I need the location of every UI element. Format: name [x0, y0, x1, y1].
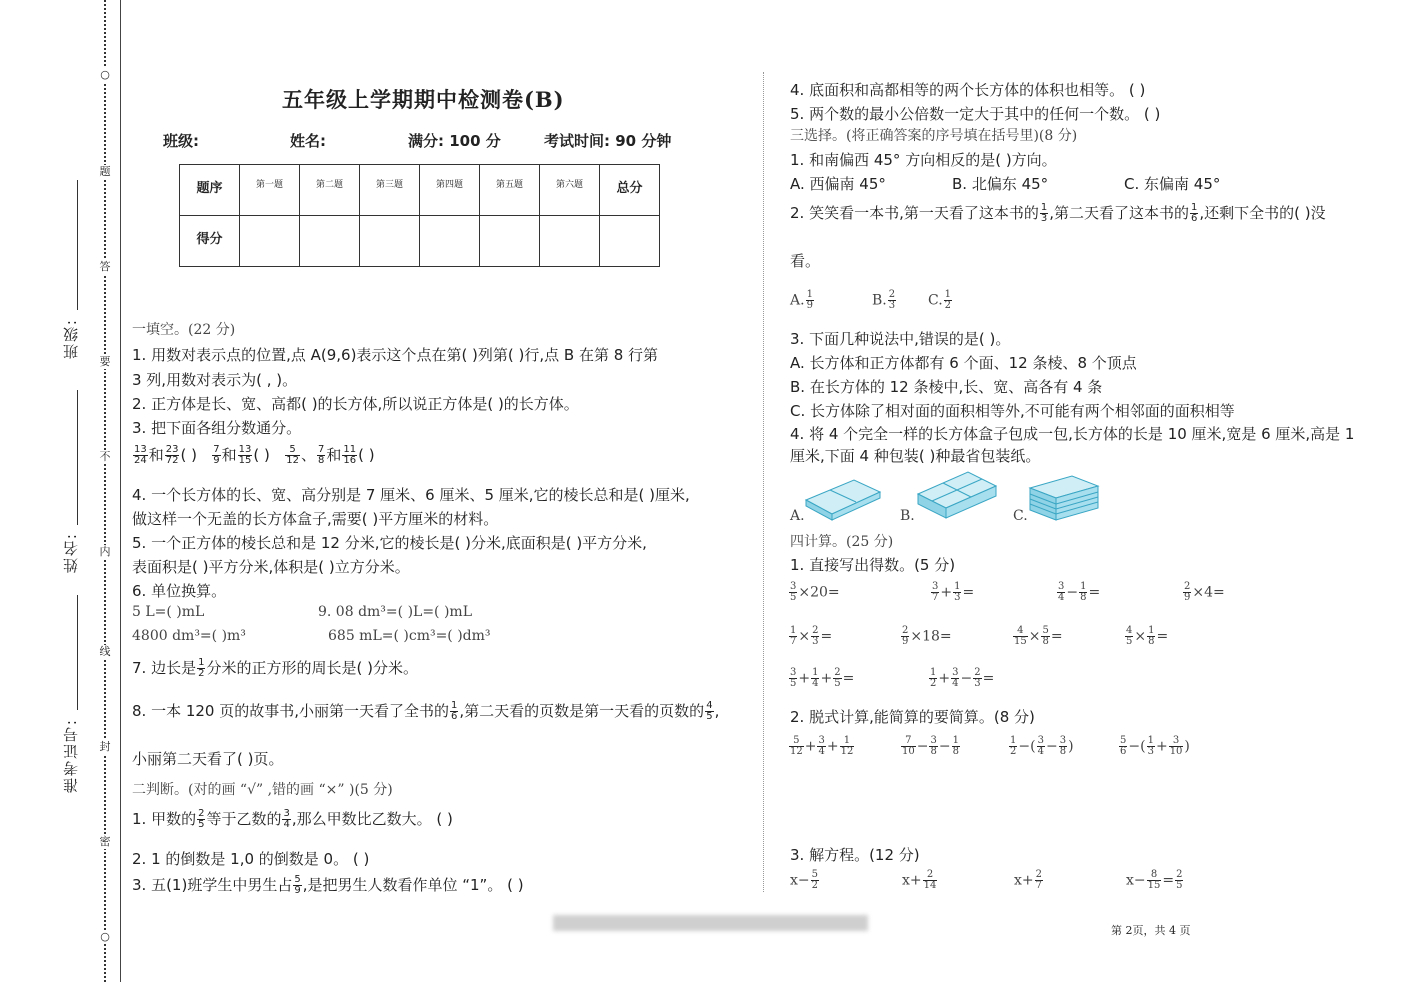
- calc-item: $\frac{3}{4}$ − $\frac{1}{8}$ =: [1058, 581, 1101, 603]
- calc-item: $\frac{3}{5}$ + $\frac{1}{4}$ + $\frac{2}{5}$ =: [790, 667, 855, 689]
- choice-q1-option: B. 北偏东 45°: [952, 175, 1049, 193]
- class-blank: [77, 180, 78, 310]
- judge-q1: 1. 甲数的 $\frac{2}{5}$ 等于乙数的 $\frac{3}{4}$ ,那么甲数比乙数大。 ( ): [132, 808, 453, 830]
- fraction: $\frac{7}{8}$: [317, 444, 325, 466]
- choice-q4-option: C.: [1013, 508, 1028, 524]
- name-blank: [77, 390, 78, 525]
- choice-q2-option: B. $\frac{2}{3}$: [872, 289, 896, 311]
- fraction: $\frac{1}{6}$: [1191, 202, 1198, 224]
- q4-text: 4. 一个长方体的长、宽、高分别是 7 厘米、6 厘米、5 厘米,它的棱长总和是( )厘米,: [132, 486, 690, 504]
- equation-item: x− $\frac{5}{2}$: [790, 869, 819, 891]
- exam-id-blank: [77, 595, 78, 710]
- score-row-label: 得分: [180, 216, 240, 267]
- choice-q2-option: A. $\frac{1}{9}$: [790, 289, 813, 311]
- q6-text: 6. 单位换算。: [132, 582, 227, 600]
- fraction: $\frac{5}{9}$: [294, 874, 301, 896]
- score-header-cell: 总分: [600, 165, 660, 216]
- seal-char: 封: [99, 740, 111, 753]
- score-cell: [300, 216, 360, 267]
- calc-part2: 2. 脱式计算,能简算的要简算。(8 分): [790, 708, 1035, 726]
- score-cell: [480, 216, 540, 267]
- seal-char: 内: [99, 545, 111, 558]
- package-c-image: [1028, 474, 1100, 522]
- score-cell: [420, 216, 480, 267]
- calc-item: $\frac{1}{2}$ + $\frac{3}{4}$ − $\frac{2}{3}$ =: [930, 667, 995, 689]
- choice-q1: 1. 和南偏西 45° 方向相反的是( )方向。: [790, 151, 1057, 169]
- q3-text: 3. 把下面各组分数通分。: [132, 419, 302, 437]
- calc-item: $\frac{3}{5}$ ×20=: [790, 581, 840, 603]
- score-table: [179, 164, 660, 267]
- seal-char: 密: [99, 835, 111, 848]
- q3-fractions: $\frac{13}{24}$ 和 $\frac{23}{72}$ ( ) $\frac{7}{9}$ 和 $\frac{13}{15}$ ( ) $\frac{5}{12}$ 、 $\frac{7}{8}$ 和 $\frac{11}{16}$ ( ): [134, 444, 375, 466]
- score-header-cell: 第三题: [360, 165, 420, 216]
- judge-q5: 5. 两个数的最小公倍数一定大于其中的任何一个数。 ( ): [790, 105, 1161, 123]
- fraction: $\frac{1}{2}$: [198, 657, 205, 679]
- fraction: $\frac{13}{24}$: [134, 444, 147, 466]
- seal-char: 线: [99, 645, 111, 658]
- calc-item: $\frac{2}{9}$ ×4=: [1184, 581, 1225, 603]
- score-cell: [600, 216, 660, 267]
- q6-item: 4800 dm³=( )m³: [132, 628, 246, 644]
- class-field: 班级:: [163, 132, 199, 150]
- section4-heading: 四计算。(25 分): [790, 534, 894, 550]
- fraction: $\frac{1}{3}$: [1040, 202, 1048, 224]
- fraction: $\frac{5}{12}$: [286, 444, 299, 466]
- q6-item: 9. 08 dm³=( )L=( )mL: [318, 604, 472, 620]
- page-footer: 第 2页，共 4 页: [1111, 924, 1191, 937]
- equation-item: x− $\frac{8}{15}$ = $\frac{2}{5}$: [1126, 869, 1183, 891]
- q6-item: 685 mL=( )cm³=( )dm³: [328, 628, 491, 644]
- calc-item: $\frac{4}{15}$ × $\frac{5}{8}$ =: [1014, 625, 1063, 647]
- seal-char: 要: [99, 355, 111, 368]
- score-header-cell: 第二题: [300, 165, 360, 216]
- equation-item: x+ $\frac{2}{14}$: [902, 869, 937, 891]
- q2-text: 2. 正方体是长、宽、高都( )的长方体,所以说正方体是( )的长方体。: [132, 395, 579, 413]
- exam-id-label: 准考证号:: [62, 718, 80, 794]
- score-cell: [240, 216, 300, 267]
- calc-item: $\frac{1}{7}$ × $\frac{2}{3}$ =: [790, 625, 833, 647]
- choice-q4-option: A.: [790, 508, 805, 524]
- fraction: $\frac{3}{4}$: [283, 808, 290, 830]
- seal-char: 不: [99, 450, 111, 463]
- choice-q3-option: C. 长方体除了相对面的面积相等外,不可能有两个相邻面的面积相等: [790, 402, 1235, 420]
- calc-item: $\frac{3}{7}$ + $\frac{1}{3}$ =: [932, 581, 975, 603]
- score-header-cell: 第一题: [240, 165, 300, 216]
- fraction: $\frac{4}{5}$: [706, 700, 713, 722]
- calc-item: $\frac{4}{5}$ × $\frac{1}{8}$ =: [1126, 625, 1169, 647]
- choice-q2-option: C. $\frac{1}{2}$: [928, 289, 952, 311]
- q5-text: 5. 一个正方体的棱长总和是 12 分米,它的棱长是( )分米,底面积是( )平方分米,: [132, 534, 647, 552]
- q5-text-cont: 表面积是( )平方分米,体积是( )立方分米。: [132, 558, 410, 576]
- choice-q1-option: C. 东偏南 45°: [1124, 175, 1221, 193]
- choice-q3-option: A. 长方体和正方体都有 6 个面、12 条棱、8 个顶点: [790, 354, 1137, 372]
- package-b-image: [916, 466, 998, 522]
- column-divider: [763, 72, 764, 892]
- choice-q2-cont: 看。: [790, 252, 821, 270]
- section3-heading: 三选择。(将正确答案的序号填在括号里)(8 分): [790, 128, 1078, 144]
- judge-q4: 4. 底面积和高都相等的两个长方体的体积也相等。 ( ): [790, 81, 1146, 99]
- choice-q2: 2. 笑笑看一本书,第一天看了这本书的 $\frac{1}{3}$ ,第二天看了这本书的 $\frac{1}{6}$ ,还剩下全书的( )没: [790, 202, 1326, 224]
- q8-text: 8. 一本 120 页的故事书,小丽第一天看了全书的 $\frac{1}{6}$ ,第二天看的页数是第一天看的页数的 $\frac{4}{5}$ ,: [132, 700, 720, 722]
- seal-char: 题: [99, 165, 111, 178]
- binding-edge: [120, 0, 121, 982]
- q8-text-cont: 小丽第二天看了( )页。: [132, 750, 284, 768]
- score-header-cell: 第五题: [480, 165, 540, 216]
- seal-char: 答: [99, 260, 111, 273]
- seal-char: ○: [98, 68, 112, 82]
- score-header-cell: 第四题: [420, 165, 480, 216]
- package-a-image: [804, 470, 882, 522]
- choice-q4: 4. 将 4 个完全一样的长方体盒子包成一包,长方体的长是 10 厘米,宽是 6 厘米,高是 1: [790, 425, 1355, 443]
- fraction: $\frac{11}{16}$: [343, 444, 357, 466]
- judge-q3: 3. 五(1)班学生中男生占 $\frac{5}{9}$ ,是把男生人数看作单位 “1”。 ( ): [132, 874, 524, 896]
- choice-q4-cont: 厘米,下面 4 种包装( )种最省包装纸。: [790, 447, 1041, 465]
- q4-text-cont: 做这样一个无盖的长方体盒子,需要( )平方厘米的材料。: [132, 510, 499, 528]
- name-field: 姓名:: [290, 132, 326, 150]
- full-score: 满分: 100 分: [408, 132, 501, 150]
- fraction: $\frac{1}{6}$: [451, 700, 458, 722]
- score-header-cell: 题序: [180, 165, 240, 216]
- calc-item: $\frac{5}{6}$ −( $\frac{1}{3}$ + $\frac{3}{10}$ ): [1120, 735, 1190, 757]
- section2-heading: 二判断。(对的画 “√” ,错的画 “×” )(5 分): [132, 782, 393, 798]
- section1-heading: 一填空。(22 分): [132, 322, 236, 338]
- fraction: $\frac{13}{15}$: [238, 444, 252, 466]
- choice-q3-option: B. 在长方体的 12 条棱中,长、宽、高各有 4 条: [790, 378, 1103, 396]
- exam-time: 考试时间: 90 分钟: [544, 132, 672, 150]
- choice-q1-option: A. 西偏南 45°: [790, 175, 886, 193]
- calc-part3: 3. 解方程。(12 分): [790, 846, 920, 864]
- calc-item: $\frac{1}{2}$ −( $\frac{3}{4}$ − $\frac{3}{8}$ ): [1010, 735, 1074, 757]
- score-header-cell: 第六题: [540, 165, 600, 216]
- score-cell: [540, 216, 600, 267]
- calc-item: $\frac{5}{12}$ + $\frac{3}{4}$ + $\frac{1}{12}$: [790, 735, 854, 757]
- q1-text: 1. 用数对表示点的位置,点 A(9,6)表示这个点在第( )列第( )行,点 B 在第 8 行第: [132, 346, 659, 364]
- calc-item: $\frac{2}{9}$ ×18=: [902, 625, 952, 647]
- class-label: 班级:: [62, 318, 80, 360]
- fraction: $\frac{2}{5}$: [198, 808, 205, 830]
- choice-q3: 3. 下面几种说法中,错误的是( )。: [790, 330, 1011, 348]
- equation-item: x+ $\frac{2}{7}$: [1014, 869, 1043, 891]
- calc-item: $\frac{7}{10}$ − $\frac{3}{8}$ − $\frac{1}{8}$: [902, 735, 959, 757]
- q7-text: 7. 边长是 $\frac{1}{2}$ 分米的正方形的周长是( )分米。: [132, 657, 418, 679]
- fraction: $\frac{7}{9}$: [213, 444, 220, 466]
- binding-strip: [0, 0, 128, 982]
- seal-char: ○: [98, 930, 112, 944]
- judge-q2: 2. 1 的倒数是 1,0 的倒数是 0。 ( ): [132, 850, 370, 868]
- page-title: 五年级上学期期中检测卷(B): [282, 87, 565, 112]
- score-cell: [360, 216, 420, 267]
- q1-text-cont: 3 列,用数对表示为( , )。: [132, 371, 298, 389]
- choice-q4-option: B.: [900, 508, 915, 524]
- calc-part1: 1. 直接写出得数。(5 分): [790, 556, 956, 574]
- blurred-watermark: [553, 915, 868, 931]
- q6-item: 5 L=( )mL: [132, 604, 205, 620]
- name-label: 姓名:: [62, 532, 80, 574]
- fraction: $\frac{23}{72}$: [165, 444, 179, 466]
